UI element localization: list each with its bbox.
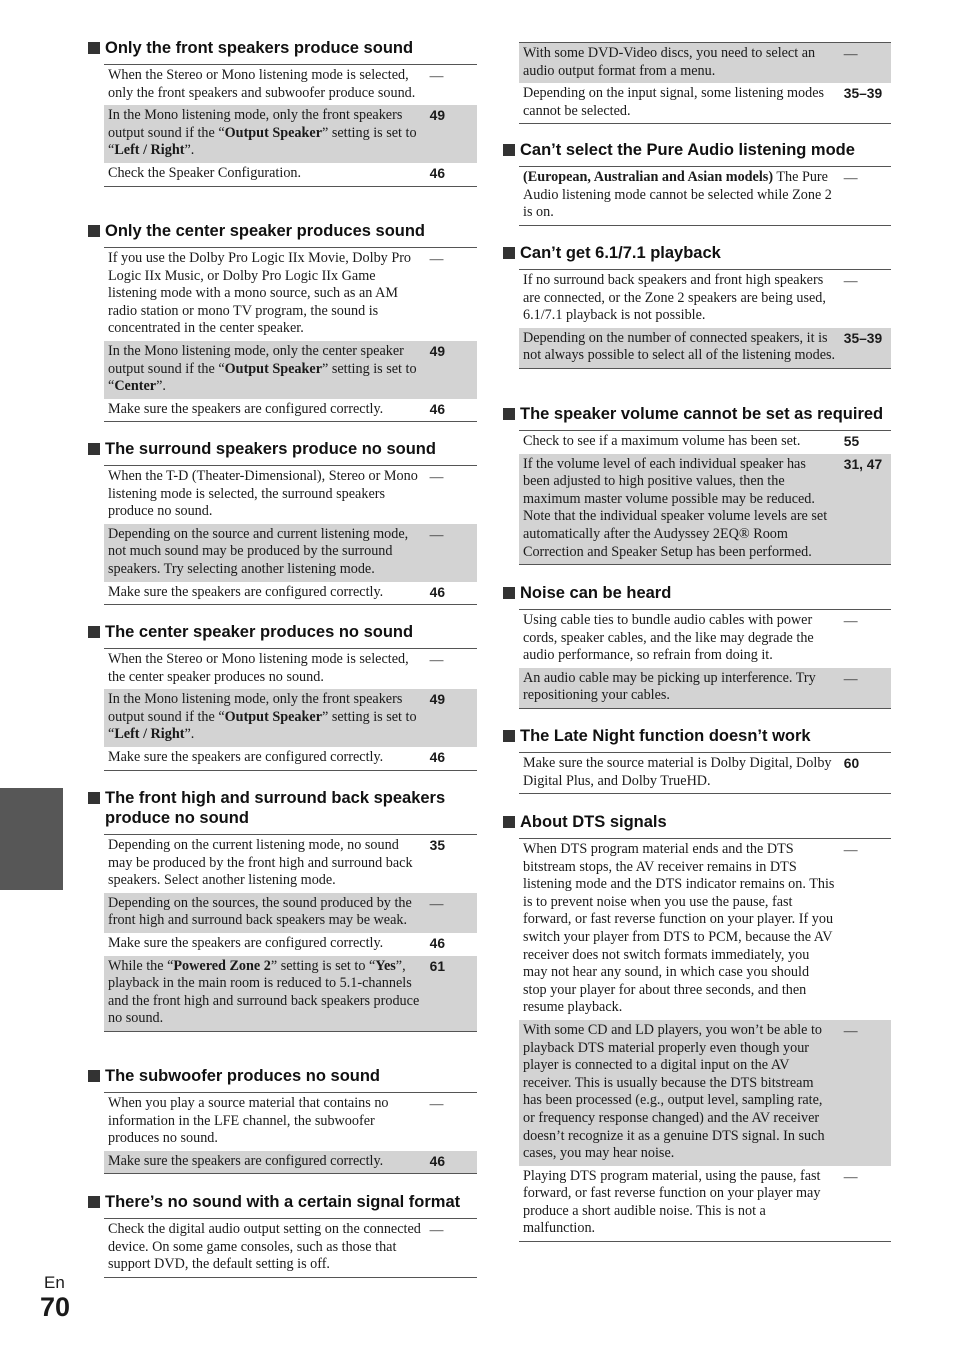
section-heading xyxy=(87,1066,477,1086)
section-heading xyxy=(87,1192,477,1212)
row-text: In the Mono listening mode, only the front speakers output sound if the “Output Speaker” setting is set to “Left / Right”. xyxy=(108,107,417,159)
page-reference: 61 xyxy=(429,958,446,974)
page-reference: — xyxy=(429,1222,444,1237)
section-title: There’s no sound with a certain signal format xyxy=(105,1193,461,1211)
page-reference: — xyxy=(843,1022,858,1038)
page-reference: 46 xyxy=(429,1153,446,1169)
square-bullet-icon xyxy=(503,816,515,828)
page-reference: 49 xyxy=(429,692,446,708)
table-row xyxy=(519,431,891,454)
square-bullet-icon xyxy=(503,144,515,156)
section-title: Only the center speaker produces sound xyxy=(105,222,426,240)
page-reference: — xyxy=(429,469,444,484)
row-text: Check the digital audio output setting on the connected device. On some game consoles, such as those that support DVD, the default setting is off. xyxy=(108,1221,421,1273)
row-text: Make sure the speakers are configured correctly. xyxy=(108,748,384,765)
page-reference: — xyxy=(429,68,444,83)
troubleshooting-table xyxy=(519,430,891,565)
table-row xyxy=(519,668,891,709)
page-reference: 49 xyxy=(429,343,446,359)
square-bullet-icon xyxy=(503,587,515,599)
section-heading xyxy=(502,243,891,263)
row-text: With some CD and LD players, you won’t be able to playback DTS material properly even though your player is connected to a digital input on the AV receiver. This is usually because the DTS bitstream has been processed (e.g., output level, sampling rate, or frequency response changed) and the AV receiver doesn’t recognize it as a genuine DTS signal. In such cases, you may hear noise. xyxy=(523,1021,825,1162)
page-reference: 46 xyxy=(429,749,446,765)
table-row xyxy=(519,1166,891,1242)
row-text: Using cable ties to bundle audio cables with power cords, speaker cables, and the like may degrade the audio performance, so refrain from doing it. xyxy=(523,612,814,664)
table-row xyxy=(104,1093,477,1151)
section-only-the-center-speaker-produces-sound xyxy=(87,221,477,422)
table-row xyxy=(104,747,477,771)
table-row xyxy=(519,43,891,83)
table-row xyxy=(104,956,477,1032)
page-reference: — xyxy=(429,652,444,667)
table-row xyxy=(519,753,891,794)
section-the-speaker-volume-cannot-be-set-as-required xyxy=(502,404,891,565)
table-row xyxy=(104,582,477,606)
section-heading xyxy=(502,726,891,746)
row-text: (European, Australian and Asian models) The Pure Audio listening mode cannot be selected while Zone 2 is on. xyxy=(523,169,832,221)
page-reference: — xyxy=(843,842,858,857)
row-text: Make sure the speakers are configured correctly. xyxy=(108,1152,384,1169)
section-noise-can-be-heard xyxy=(502,583,891,709)
section-can-t-select-the-pure-audio-listening-mode xyxy=(502,140,891,226)
square-bullet-icon xyxy=(503,730,515,742)
table-row xyxy=(104,1151,477,1175)
section-title: Can’t get 6.1/7.1 playback xyxy=(520,244,721,262)
section-heading xyxy=(502,812,891,832)
square-bullet-icon xyxy=(88,626,100,638)
table-row xyxy=(104,1219,477,1278)
table-row xyxy=(519,610,891,668)
row-text: Make sure the speakers are configured correctly. xyxy=(108,934,384,951)
troubleshooting-table xyxy=(104,1218,477,1278)
page-reference: 55 xyxy=(843,434,860,449)
table-row xyxy=(519,167,891,226)
table-row xyxy=(104,933,477,956)
section-the-surround-speakers-produce-no-sound xyxy=(87,439,477,605)
page-reference: — xyxy=(843,613,858,628)
section-heading xyxy=(502,583,891,603)
row-text: With some DVD-Video discs, you need to select an audio output format from a menu. xyxy=(523,45,816,79)
page-reference: — xyxy=(429,895,444,911)
section-title: The subwoofer produces no sound xyxy=(105,1067,381,1085)
section-can-t-get-6-1-7-1-playback xyxy=(502,243,891,369)
row-text: Check the Speaker Configuration. xyxy=(108,164,302,181)
square-bullet-icon xyxy=(503,247,515,259)
row-text: In the Mono listening mode, only the center speaker output sound if the “Output Speaker” setting is set to “Center”. xyxy=(108,342,417,395)
square-bullet-icon xyxy=(88,1196,100,1208)
row-text: In the Mono listening mode, only the front speakers output sound if the “Output Speaker” setting is set to “Left / Right”. xyxy=(108,691,417,743)
row-text: Check to see if a maximum volume has been set. xyxy=(523,433,801,449)
table-row xyxy=(104,466,477,524)
page-reference: — xyxy=(843,1168,858,1184)
table-row xyxy=(519,839,891,1020)
page-reference: 46 xyxy=(429,584,446,600)
page-reference: — xyxy=(843,46,858,61)
row-text: When the T-D (Theater-Dimensional), Stereo or Mono listening mode is selected, the surround speakers produce no sound. xyxy=(108,468,418,520)
table-row xyxy=(519,328,891,369)
troubleshooting-table xyxy=(104,1092,477,1174)
row-text: Depending on the source and current listening mode, not much sound may be produced by the surround speakers. Try selecting another listening mode. xyxy=(108,525,409,577)
section-the-late-night-function-doesn-t-work xyxy=(502,726,891,794)
page-reference: 35–39 xyxy=(843,86,883,102)
section-title: The Late Night function doesn’t work xyxy=(520,727,811,745)
troubleshooting-table xyxy=(104,64,477,187)
page-reference: — xyxy=(429,1096,444,1111)
row-text: When you play a source material that contains no information in the LFE channel, the subwoofer produces no sound. xyxy=(108,1095,389,1147)
row-text: If the volume level of each individual speaker has been adjusted to high positive values, then the maximum master volume possible may be reduced. Note that the individual speaker volume levels are set automatically after the Audyssey 2EQ® Room Correction and Speaker Setup has been performed. xyxy=(523,455,828,560)
section-title: The front high and surround back speakers produce no sound xyxy=(105,789,446,827)
table-row xyxy=(104,689,477,747)
table-row xyxy=(519,83,891,124)
row-text: If you use the Dolby Pro Logic IIx Movie, Dolby Pro Logic IIx Music, or Dolby Pro Logic IIx Game listening mode with a mono source, such as an AM radio station or mono TV program, the sound is concentrated in the center speaker. xyxy=(108,250,412,337)
troubleshooting-table xyxy=(519,838,891,1242)
row-text: Depending on the sources, the sound produced by the front high and surround back speakers may be weak. xyxy=(108,894,412,929)
page-reference: 46 xyxy=(429,401,446,417)
section-the-center-speaker-produces-no-sound xyxy=(87,622,477,771)
section-about-dts-signals xyxy=(502,812,891,1242)
section-title: Only the front speakers produce sound xyxy=(105,39,414,57)
row-text: When the Stereo or Mono listening mode is selected, the center speaker produces no sound. xyxy=(108,651,409,685)
page-reference: — xyxy=(843,170,858,185)
row-text: While the “Powered Zone 2” setting is set to “Yes”, playback in the main room is reduced to 5.1-channels and the front high and surround back speakers produce no sound. xyxy=(108,957,420,1027)
troubleshooting-table xyxy=(104,247,477,422)
page-reference: 31, 47 xyxy=(843,456,883,472)
section-title: About DTS signals xyxy=(520,813,667,831)
chapter-tab xyxy=(0,788,63,890)
row-text: Make sure the source material is Dolby Digital, Dolby Digital Plus, and Dolby TrueHD. xyxy=(523,755,832,789)
troubleshooting-table xyxy=(104,648,477,771)
table-row xyxy=(104,893,477,933)
page-reference: 46 xyxy=(429,935,446,951)
row-text: Make sure the speakers are configured correctly. xyxy=(108,400,384,417)
row-text: When the Stereo or Mono listening mode is selected, only the front speakers and subwoofer produce sound. xyxy=(108,67,416,101)
table-row xyxy=(104,341,477,399)
page-reference: — xyxy=(429,526,444,542)
square-bullet-icon xyxy=(503,408,515,420)
table-row xyxy=(519,454,891,566)
section-heading xyxy=(87,38,477,58)
row-text: Make sure the speakers are configured correctly. xyxy=(108,583,384,600)
section-heading xyxy=(87,788,477,828)
section-heading xyxy=(502,404,891,424)
troubleshooting-table xyxy=(104,465,477,605)
section-title: The speaker volume cannot be set as required xyxy=(520,405,884,423)
section-title: Noise can be heard xyxy=(520,584,672,602)
troubleshooting-table xyxy=(519,166,891,226)
page-reference: — xyxy=(843,273,858,288)
square-bullet-icon xyxy=(88,443,100,455)
square-bullet-icon xyxy=(88,792,100,804)
section-heading xyxy=(87,622,477,642)
troubleshooting-table xyxy=(519,269,891,369)
section-title: Can’t select the Pure Audio listening mode xyxy=(520,141,855,159)
section-the-subwoofer-produces-no-sound xyxy=(87,1066,477,1174)
table-row xyxy=(104,65,477,105)
page-reference: 46 xyxy=(429,165,446,181)
row-text: Playing DTS program material, using the pause, fast forward, or fast reverse function on your player may produce a short audible noise. This is not a malfunction. xyxy=(523,1167,821,1237)
table-row xyxy=(104,163,477,187)
section-title: The surround speakers produce no sound xyxy=(105,440,436,458)
troubleshooting-table xyxy=(519,752,891,794)
section-heading xyxy=(502,140,891,160)
section-there-s-no-sound-with-a-certain-signal-format xyxy=(87,1192,477,1278)
troubleshooting-table xyxy=(519,609,891,709)
row-text: Depending on the number of connected speakers, it is not always possible to select all of the listening modes. xyxy=(523,329,836,364)
table-row xyxy=(104,524,477,582)
page-language: En xyxy=(44,1273,65,1292)
section-continued xyxy=(502,36,891,124)
row-text: An audio cable may be picking up interference. Try repositioning your cables. xyxy=(523,669,816,704)
section-title: The center speaker produces no sound xyxy=(105,623,414,641)
page-reference: 60 xyxy=(843,756,860,771)
section-heading xyxy=(87,221,477,241)
page-reference: — xyxy=(843,670,858,686)
page-reference: 49 xyxy=(429,108,446,124)
table-row xyxy=(104,105,477,163)
row-text: When DTS program material ends and the DTS bitstream stops, the AV receiver remains in DTS listening mode and the DTS indicator remains on. This is to prevent noise when you use the pause, fast forward, or fast reverse function on your player. If you switch your player from DTS to PCM, because the AV receiver does not switch formats immediately, you may not hear any sound, in which case you should stop your player for about three seconds, and then resume playback. xyxy=(523,841,835,1016)
troubleshooting-table xyxy=(519,42,891,124)
page-reference: — xyxy=(429,251,444,266)
table-row xyxy=(104,399,477,423)
row-text: If no surround back speakers and front high speakers are connected, or the Zone 2 speakers are being used, 6.1/7.1 playback is not possible. xyxy=(523,272,826,324)
troubleshooting-table xyxy=(104,834,477,1032)
table-row xyxy=(519,1020,891,1166)
row-text: Depending on the input signal, some listening modes cannot be selected. xyxy=(523,85,825,119)
row-text: Depending on the current listening mode, no sound may be produced by the front high and surround back speakers. Select another listening mode. xyxy=(108,837,413,889)
table-row xyxy=(104,835,477,893)
section-the-front-high-and-surround-back-speakers-produce-no-sound xyxy=(87,788,477,1032)
table-row xyxy=(104,649,477,689)
page-reference: 35 xyxy=(429,838,446,853)
table-row xyxy=(519,270,891,328)
section-heading xyxy=(87,439,477,459)
page-number: 70 xyxy=(40,1292,71,1322)
section-only-the-front-speakers-produce-sound xyxy=(87,38,477,187)
square-bullet-icon xyxy=(88,42,100,54)
square-bullet-icon xyxy=(88,1070,100,1082)
table-row xyxy=(104,248,477,341)
page-reference: 35–39 xyxy=(843,330,883,346)
square-bullet-icon xyxy=(88,225,100,237)
